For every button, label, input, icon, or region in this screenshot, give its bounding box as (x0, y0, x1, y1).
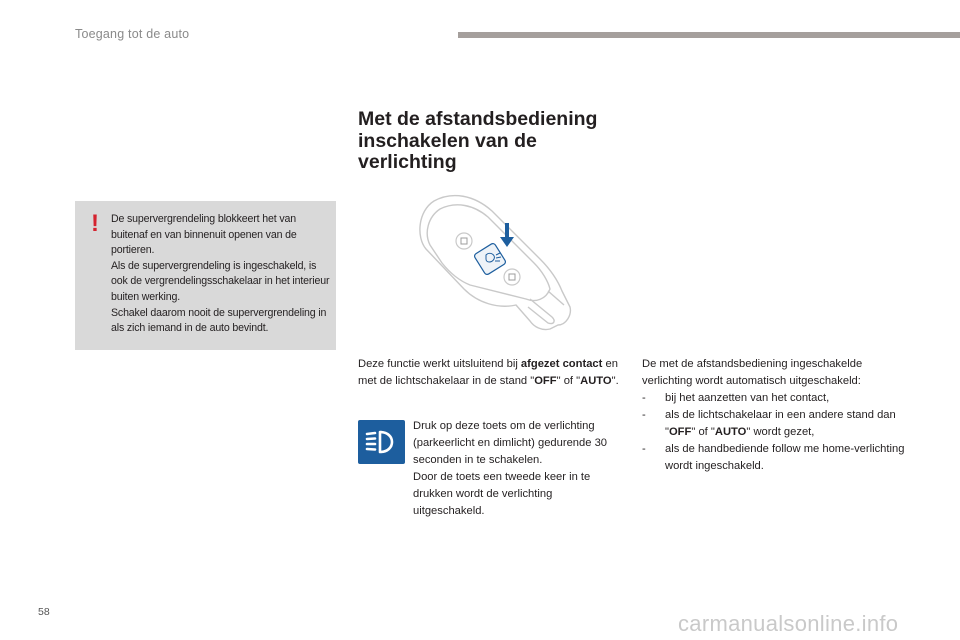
headlamp-button-icon (358, 420, 405, 464)
list-item (642, 407, 912, 441)
header-title: Toegang tot de auto (75, 27, 190, 41)
warning-line: Als de supervergrendeling is ingeschakeld, is ook de vergrendelingsschakelaar in het interieur buiten werking. (111, 259, 330, 303)
list-dash: - (642, 443, 646, 455)
list-item (642, 441, 912, 475)
auto-off-list (642, 390, 912, 475)
warning-box (75, 201, 336, 350)
exclamation-icon: ! (91, 210, 99, 237)
conditions-bold-3: AUTO (580, 375, 612, 387)
paragraph-instructions (413, 418, 623, 520)
list-item-text: als de handbediende follow me home-verlichting wordt ingeschakeld. (665, 443, 905, 472)
list-dash: - (642, 392, 646, 404)
remote-key-illustration (412, 193, 577, 338)
list-item-text: bij het aanzetten van het contact, (665, 392, 830, 404)
list-item-bold: AUTO (714, 426, 747, 438)
conditions-part-3: " of " (556, 375, 581, 387)
section-title: Met de afstandsbediening inschakelen van de verlichting (358, 108, 598, 173)
paragraph-auto-off (642, 356, 912, 475)
warning-text (111, 212, 333, 337)
list-item-bold: OFF (668, 426, 692, 438)
paragraph-conditions (358, 356, 620, 390)
conditions-bold-2: OFF (534, 375, 557, 387)
conditions-text (358, 356, 620, 390)
list-item-text: " of " (691, 426, 715, 438)
header-bar (458, 32, 960, 38)
list-dash: - (642, 409, 646, 421)
instruction-line: Druk op deze toets om de verlichting (parkeerlicht en dimlicht) gedurende 30 seconden in te schakelen. (413, 420, 608, 466)
conditions-part-1: Deze functie werkt uitsluitend bij (358, 358, 521, 370)
conditions-part-2: en met de lichtschakelaar in de stand " (358, 358, 618, 387)
watermark: carmanualsonline.info (678, 611, 899, 636)
auto-off-intro: De met de afstandsbediening ingeschakelde verlichting wordt automatisch uitgeschakeld: (642, 358, 863, 387)
list-item (642, 390, 912, 407)
instruction-line: Door de toets een tweede keer in te drukken wordt de verlichting uitgeschakeld. (413, 471, 591, 517)
warning-line: Schakel daarom nooit de supervergrendeling in als zich iemand in de auto bevindt. (111, 306, 327, 335)
page-number: 58 (38, 606, 50, 618)
warning-line: De supervergrendeling blokkeert het van buitenaf en van binnenuit openen van de portieren. (111, 213, 297, 257)
list-item-text: " wordt gezet, (746, 426, 815, 438)
conditions-part-4: ". (611, 375, 619, 387)
list-item-text: als de lichtschakelaar in een andere stand dan " (665, 409, 896, 438)
conditions-bold-1: afgezet contact (520, 358, 603, 370)
